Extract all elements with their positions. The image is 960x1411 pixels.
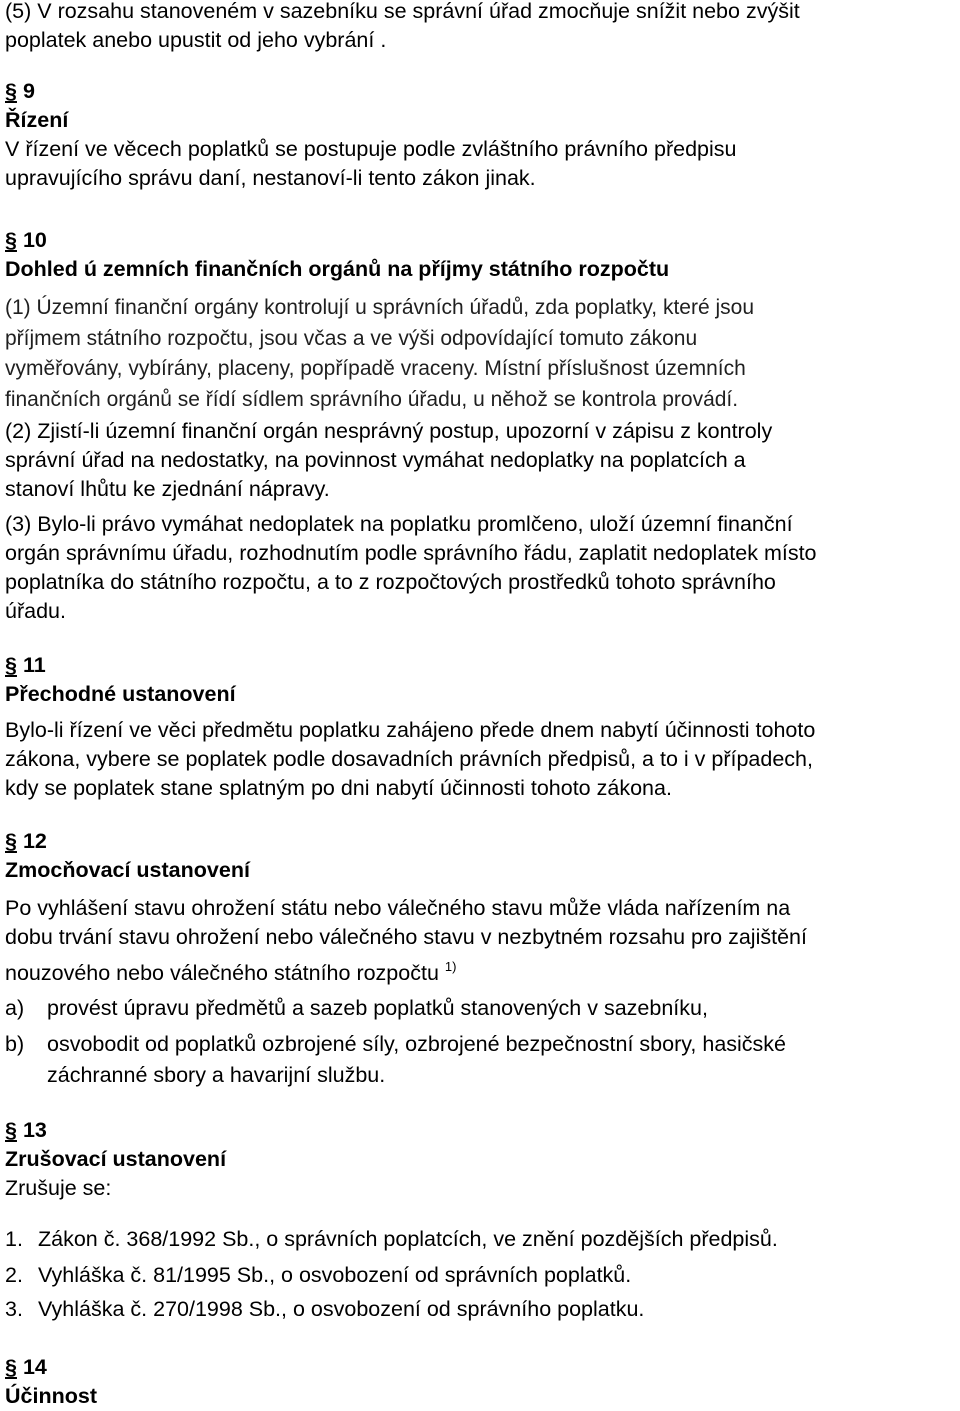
paragraph-10-2 <box>5 417 772 504</box>
text-line: kdy se poplatek stane splatným po dni nabytí účinnosti tohoto zákona. <box>5 776 672 800</box>
section-num: 13 <box>22 1118 47 1142</box>
section-14 <box>5 1353 97 1411</box>
section-title: Zrušovací ustanovení <box>5 1147 227 1171</box>
section-title: Přechodné ustanovení <box>5 682 236 706</box>
text-line: Bylo-li řízení ve věci předmětu poplatku zahájeno přede dnem nabytí účinnosti tohoto <box>5 718 816 742</box>
text-line: (5) V rozsahu stanoveném v sazebníku se správní úřad zmocňuje snížit nebo zvýšit <box>5 0 800 23</box>
list-item: Vyhláška č. 81/1995 Sb., o osvobození od správních poplatků. <box>38 1263 632 1287</box>
section-12-text <box>5 894 807 988</box>
section-10-header <box>5 226 669 284</box>
list-item-marker: 2. <box>5 1263 23 1287</box>
list-item-marker: a) <box>5 996 25 1020</box>
footnote-ref: 1) <box>444 959 457 974</box>
paragraph-10-1 <box>5 293 754 415</box>
text-line: upravujícího správu daní, nestanoví-li tento zákon jinak. <box>5 166 536 190</box>
text-line: poplatek anebo upustit od jeho vybrání . <box>5 28 387 52</box>
paragraph-10-3 <box>5 510 817 626</box>
section-12 <box>5 827 250 885</box>
text-line: finančních orgánů se řídí sídlem správního úřadu, u něhož se kontrola provádí. <box>5 387 739 411</box>
text-line: úřadu. <box>5 599 66 623</box>
text-line: Zrušuje se: <box>5 1176 112 1200</box>
text-line: (3) Bylo-li právo vymáhat nedoplatek na poplatku promlčeno, uloží územní finanční <box>5 512 793 536</box>
section-sign: § <box>5 79 17 103</box>
section-title: Účinnost <box>5 1384 97 1408</box>
section-sign: § <box>5 829 17 853</box>
list-item: Zákon č. 368/1992 Sb., o správních poplatcích, ve znění pozdějších předpisů. <box>38 1227 778 1251</box>
section-number <box>5 226 669 255</box>
section-13 <box>5 1116 226 1203</box>
text-line <box>5 952 807 988</box>
section-sign: § <box>5 653 17 677</box>
section-9 <box>5 77 736 193</box>
list-item: osvobodit od poplatků ozbrojené síly, ozbrojené bezpečnostní sbory, hasičské <box>47 1032 787 1056</box>
section-11 <box>5 651 236 709</box>
text-line: vyměřovány, vybírány, placeny, popřípadě vraceny. Místní příslušnost územních <box>5 357 746 380</box>
section-number <box>5 1353 97 1382</box>
text-line: dobu trvání stavu ohrožení nebo válečného stavu v nezbytném rozsahu pro zajištění <box>5 925 807 949</box>
text-line: Po vyhlášení stavu ohrožení státu nebo válečného stavu může vláda nařízením na <box>5 896 791 920</box>
section-number <box>5 1116 226 1145</box>
section-num: 10 <box>22 228 47 252</box>
paragraph-8-5 <box>5 0 800 55</box>
text-line: (2) Zjistí-li územní finanční orgán nesprávný postup, upozorní v zápisu z kontroly <box>5 419 773 443</box>
text-line: V řízení ve věcech poplatků se postupuje podle zvláštního právního předpisu <box>5 137 737 161</box>
text-line: (1) Územní finanční orgány kontrolují u správních úřadů, zda poplatky, které jsou <box>5 296 754 319</box>
list-item: provést úpravu předmětů a sazeb poplatků stanovených v sazebníku, <box>47 996 708 1020</box>
section-num: 14 <box>22 1355 47 1379</box>
text-line: zákona, vybere se poplatek podle dosavadních právních předpisů, a to i v případech, <box>5 747 813 771</box>
text-line: orgán správnímu úřadu, rozhodnutím podle správního řádu, zaplatit nedoplatek místo <box>5 541 817 565</box>
section-title: Dohled ú zemních finančních orgánů na příjmy státního rozpočtu <box>5 257 670 281</box>
text-line: příjmem státního rozpočtu, jsou včas a ve výši odpovídající tomuto zákonu <box>5 326 698 350</box>
list-item-marker: 3. <box>5 1297 23 1321</box>
section-num: 12 <box>22 829 47 853</box>
text-run: nouzového nebo válečného státního rozpočtu <box>5 961 439 985</box>
section-title: Zmocňovací ustanovení <box>5 858 250 882</box>
list-item-marker: b) <box>5 1032 25 1056</box>
text-line: stanoví lhůtu ke zjednání nápravy. <box>5 477 330 501</box>
section-num: 11 <box>22 653 46 677</box>
section-sign: § <box>5 1355 17 1379</box>
list-item: záchranné sbory a havarijní službu. <box>47 1063 386 1087</box>
section-sign: § <box>5 1118 17 1142</box>
section-num: 9 <box>22 79 35 103</box>
section-number <box>5 651 236 680</box>
section-number <box>5 77 736 106</box>
text-line: správní úřad na nedostatky, na povinnost vymáhat nedoplatky na poplatcích a <box>5 448 746 472</box>
list-item: Vyhláška č. 270/1998 Sb., o osvobození od správního poplatku. <box>38 1297 645 1321</box>
section-title: Řízení <box>5 108 69 132</box>
section-sign: § <box>5 228 17 252</box>
list-item-marker: 1. <box>5 1227 23 1251</box>
section-number <box>5 827 250 856</box>
text-line: poplatníka do státního rozpočtu, a to z rozpočtových prostředků tohoto správního <box>5 570 776 594</box>
section-11-text <box>5 716 815 803</box>
